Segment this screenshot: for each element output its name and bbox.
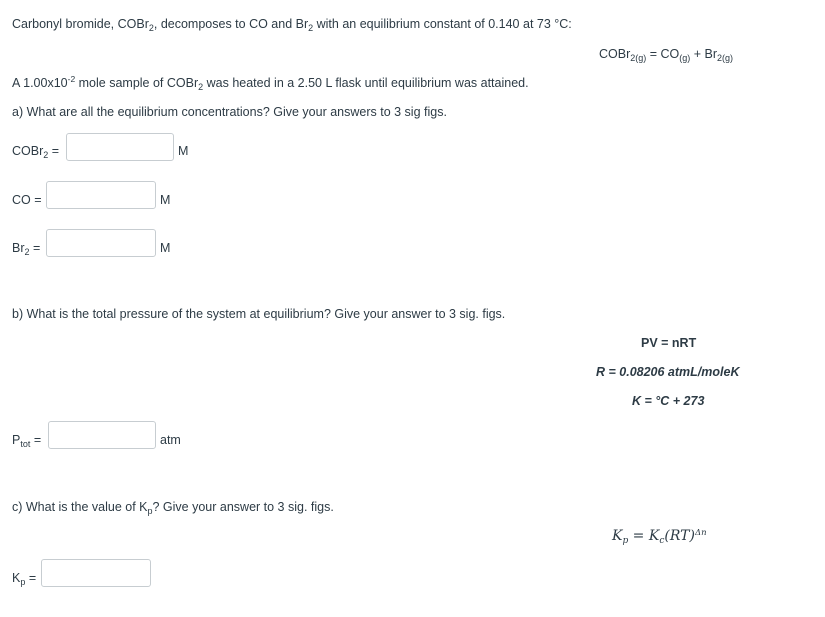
gas-constant: R = 0.08206 atmL/moleK xyxy=(596,365,740,379)
br2-unit: M xyxy=(160,241,171,255)
cobr2-label: COBr$_2$ = xyxy=(12,144,60,160)
kelvin-conversion: K = °C + 273 xyxy=(632,394,705,408)
br2-input[interactable] xyxy=(46,229,156,257)
kp-input[interactable] xyxy=(41,559,151,587)
intro-text: Carbonyl bromide, COBr$_2$, decomposes to CO and $Br_2$ with an equilibrium constant of 0.140 at 73 °C: xyxy=(12,17,572,33)
co-input[interactable] xyxy=(46,181,156,209)
kp-label: $K_p$ = xyxy=(12,571,37,587)
br2-label: $Br_2$ = xyxy=(12,241,41,257)
kp-formula: $K_p = K_c(RT)^{\Delta n}$ xyxy=(612,528,707,546)
sample-text: A $1.00x10^{-2}$ mole sample of COBr$_2$ was heated in a 2.50 L flask until equilibrium was attained. xyxy=(12,74,529,92)
reaction-equation: COBr$_{2(g)}$ = $CO_{(g)} + Br_{2(g)}$ xyxy=(599,47,734,63)
part-b-question: b) What is the total pressure of the system at equilibrium? Give your answer to 3 sig. figs. xyxy=(12,307,506,321)
part-a-question: a) What are all the equilibrium concentrations? Give your answers to 3 sig figs. xyxy=(12,105,447,119)
part-c-question: c) What is the value of $K_p$? Give your answer to 3 sig. figs. xyxy=(12,500,334,516)
cobr2-input[interactable] xyxy=(66,133,174,161)
co-label: CO = xyxy=(12,193,42,207)
co-unit: M xyxy=(160,193,171,207)
cobr2-unit: M xyxy=(178,144,189,158)
ideal-gas-law: PV = nRT xyxy=(641,336,697,350)
ptot-label: $P_{tot}$ = xyxy=(12,433,42,449)
ptot-unit: atm xyxy=(160,433,181,447)
ptot-input[interactable] xyxy=(48,421,156,449)
